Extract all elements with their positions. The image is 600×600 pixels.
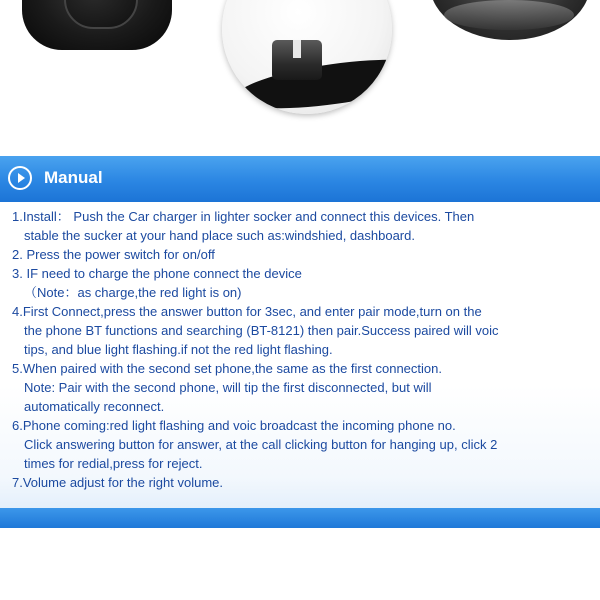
- charger-button-detail: [64, 0, 138, 29]
- bottom-area: [0, 528, 600, 600]
- instruction-line: times for redial,press for reject.: [24, 456, 203, 471]
- instruction-line: （Note：as charge,the red light is on): [24, 285, 242, 300]
- instruction-line: 5.When paired with the second set phone,the same as the first connection.: [12, 361, 442, 376]
- device-rim: [444, 0, 574, 30]
- play-circle-icon: [8, 166, 32, 190]
- manual-title: Manual: [44, 168, 103, 187]
- instruction-line: tips, and blue light flashing.if not the red light flashing.: [24, 342, 333, 357]
- instruction-line: 6.Phone coming:red light flashing and voic broadcast the incoming phone no.: [12, 418, 456, 433]
- instruction-line: 2. Press the power switch for on/off: [12, 247, 215, 262]
- charger-photo-left: [22, 0, 172, 50]
- instruction-line: automatically reconnect.: [24, 399, 165, 414]
- instruction-line: 3. IF need to charge the phone connect the device: [12, 266, 302, 281]
- clip-slot: [293, 40, 301, 58]
- manual-content: [0, 202, 600, 508]
- clip-part: [272, 40, 322, 80]
- instruction-line: Click answering button for answer, at the call clicking button for hanging up, click 2: [24, 437, 498, 452]
- instruction-line: Note: Pair with the second phone, will tip the first disconnected, but will: [24, 380, 432, 395]
- product-photos: [0, 0, 600, 156]
- device-photo-right: [430, 0, 590, 40]
- bottom-band: [0, 508, 600, 528]
- clip-photo-center: [222, 0, 392, 114]
- instruction-line: stable the sucker at your hand place such as:windshied, dashboard.: [24, 228, 415, 243]
- instruction-line: 1.Install： Push the Car charger in lighter socker and connect this devices. Then: [12, 209, 475, 224]
- instruction-line: 7.Volume adjust for the right volume.: [12, 475, 224, 490]
- instruction-line: 4.First Connect,press the answer button for 3sec, and enter pair mode,turn on the: [12, 304, 482, 319]
- manual-header: [0, 156, 600, 202]
- instructions-list: [12, 207, 592, 492]
- instruction-line: the phone BT functions and searching (BT-8121) then pair.Success paired will voic: [24, 323, 499, 338]
